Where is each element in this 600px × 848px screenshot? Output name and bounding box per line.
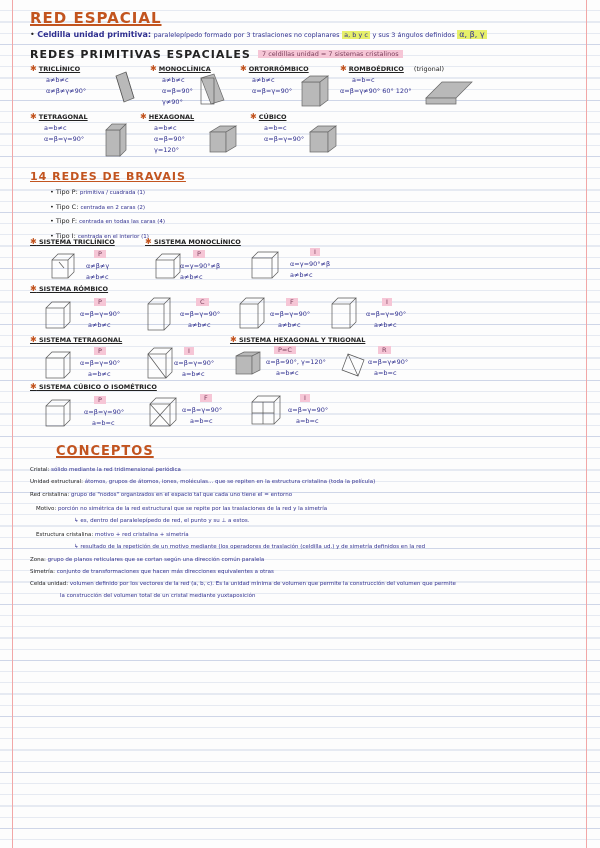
star-icon: ✱ <box>250 112 257 121</box>
bravais-tag: P <box>94 396 106 404</box>
triclinic-cell-icon <box>112 70 138 106</box>
primitive-note: 7 celdillas unidad = 7 sistemas cristalinos <box>258 50 403 58</box>
monoclinic-cell-icon <box>198 72 228 108</box>
monoclinic-i-icon <box>250 250 280 280</box>
system-name: HEXAGONAL <box>148 113 195 121</box>
bravais-tag: F <box>200 394 212 402</box>
formula-line2: a≠b≠c <box>290 271 313 279</box>
concept-def: ↳ es, dentro del paralelepípedo de red, el punto y su ⊥ a estos. <box>74 518 250 524</box>
bravais-tetragonal-heading: ✱ SISTEMA TETRAGONAL <box>30 335 123 344</box>
system-name: SISTEMA TRICLÍNICO <box>38 238 115 246</box>
concept-term: Celda unidad: <box>30 581 69 587</box>
concept-def: átomos, grupos de átomos, iones, moléculas... que se repiten en la estructura cristalina (toda la película) <box>84 479 376 485</box>
type-label: Tipo I: <box>55 231 76 240</box>
system-name: SISTEMA HEXAGONAL Y TRIGONAL <box>238 336 366 344</box>
intro-term: Celdilla unidad primitiva: <box>37 30 152 39</box>
concept-term: Red cristalina: <box>30 492 70 498</box>
concepts-heading: CONCEPTOS <box>56 444 154 459</box>
intro-bullet: • <box>30 30 35 39</box>
system-line2: α=β=90° <box>162 87 193 95</box>
bravais-tag: I <box>310 248 320 256</box>
intro-text: paralelepípedo formado por 3 traslaciones no coplanares <box>153 31 340 39</box>
star-icon: ✱ <box>150 64 157 73</box>
cubic-f-icon <box>148 396 178 428</box>
system-name: TRICLÍNICO <box>38 65 81 73</box>
concept-term: Simetría: <box>30 569 55 575</box>
rhombohedral-r-icon <box>340 352 366 378</box>
system-triclinic <box>30 64 86 95</box>
formula-line2: a=b=c <box>92 419 115 427</box>
system-tetragonal <box>30 112 88 143</box>
concept-item <box>30 467 181 473</box>
concept-item <box>74 544 425 550</box>
tetragonal-cell-icon <box>104 122 128 158</box>
concept-term: Motivo: <box>36 506 57 512</box>
type-desc: primitiva / cuadrada (1) <box>79 190 146 196</box>
formula-line2: a≠b≠c <box>188 321 211 329</box>
formula-line2: a≠b≠c <box>278 321 301 329</box>
bravais-tag: I <box>184 347 194 355</box>
formula-line1: α=β=γ=90° <box>84 408 125 416</box>
formula-line1: α=β=γ=90° <box>80 310 121 318</box>
bravais-tag: P <box>94 347 106 355</box>
formula-line1: α=β=γ=90° <box>174 359 215 367</box>
orthorhombic-f-icon <box>238 296 266 330</box>
concept-item <box>30 479 375 485</box>
concept-item <box>30 581 456 587</box>
intro-line <box>30 30 487 39</box>
system-name: MONOCLÍNICA <box>158 65 211 73</box>
system-line1: a≠b≠c <box>162 76 185 84</box>
bravais-heading: 14 REDES DE BRAVAIS <box>30 170 186 183</box>
type-item: • Tipo I: centrada en el interior (1) <box>50 231 149 240</box>
system-orthorhombic <box>240 64 309 95</box>
system-line2: α=β=90° <box>154 135 185 143</box>
system-name: TETRAGONAL <box>38 113 88 121</box>
formula-line1: α=γ=90°≠β <box>290 260 331 268</box>
system-line2: α=β=γ=90° <box>44 135 85 143</box>
type-desc: centrada en todas las caras (4) <box>79 219 166 225</box>
system-line3: γ=120° <box>154 146 179 154</box>
system-line2: α≠β≠γ≠90° <box>46 87 87 95</box>
system-name: ROMBOÉDRICO <box>348 65 404 73</box>
rhombohedral-cell-icon <box>424 76 474 106</box>
orthorhombic-cell-icon <box>300 74 330 108</box>
orthorhombic-c-icon <box>146 296 172 332</box>
formula-line1: α=β=γ=90° <box>366 310 407 318</box>
system-hexagonal <box>140 112 194 154</box>
concept-item <box>74 518 250 524</box>
formula-line2: a=b=c <box>374 369 397 377</box>
system-name: SISTEMA TETRAGONAL <box>38 336 123 344</box>
bravais-tag: P <box>193 250 205 258</box>
concept-def: grupo de planos reticulares que se cortan según una dirección común paralela <box>47 557 265 563</box>
star-icon: ✱ <box>340 64 347 73</box>
triclinic-p-icon <box>50 252 76 280</box>
system-name: SISTEMA MONOCLÍNICO <box>153 238 241 246</box>
formula-line1: α=β=γ=90° <box>182 406 223 414</box>
star-icon: ✱ <box>30 112 37 121</box>
formula-line2: a≠b≠c <box>180 273 203 281</box>
formula-line1: α=β=γ=90° <box>270 310 311 318</box>
bravais-orthorhombic-heading: ✱ SISTEMA RÓMBICO <box>30 284 109 293</box>
formula-line1: α=γ=90°≠β <box>180 262 221 270</box>
intro-angles: α, β, γ <box>459 30 485 39</box>
formula-line2: a=b≠c <box>276 369 299 377</box>
tetragonal-i-icon <box>146 346 174 380</box>
type-item: • Tipo C: centrada en 2 caras (2) <box>50 202 146 211</box>
system-line1: a=b≠c <box>154 124 177 132</box>
bravais-tag: F <box>286 298 298 306</box>
intro-vectors: a, b y c <box>344 31 368 39</box>
system-line1: a=b≠c <box>44 124 67 132</box>
system-name: CÚBICO <box>258 113 287 121</box>
type-desc: centrada en 2 caras (2) <box>80 204 146 211</box>
system-line1: a=b=c <box>352 76 375 84</box>
bravais-types <box>50 186 165 244</box>
formula-line1: α=β=γ≠90° <box>368 358 409 366</box>
type-item: • Tipo P: primitiva / cuadrada (1) <box>50 188 146 196</box>
type-item: • Tipo F: centrada en todas las caras (4) <box>50 217 166 225</box>
hexagonal-pc-icon <box>234 350 262 376</box>
orthorhombic-i-icon <box>330 296 358 330</box>
cubic-i-icon <box>250 394 282 426</box>
bravais-tag: I <box>300 394 310 402</box>
bravais-monoclinic-heading: ✱ SISTEMA MONOCLÍNICO <box>145 237 241 246</box>
concept-def: grupo de "nodos" organizados en el espacio tal que cada uno tiene el = entorno <box>70 492 293 498</box>
concept-def: porción no simétrica de la red estructural que se repite por las traslaciones de la red y la simetría <box>58 506 328 512</box>
concept-item <box>30 492 292 498</box>
formula-line2: a=b=c <box>296 417 319 425</box>
system-line2: α=β=γ=90° <box>264 135 305 143</box>
formula-line2: a≠b≠c <box>88 321 111 329</box>
type-label: Tipo F: <box>55 217 78 225</box>
formula-line2: a≠b≠c <box>374 321 397 329</box>
concept-term: Cristal: <box>30 467 50 473</box>
hexagonal-cell-icon <box>208 124 238 154</box>
formula-line2: a=b≠c <box>182 370 205 378</box>
bravais-tag: P <box>94 298 106 306</box>
system-line2: α=β=γ≠90° 60° 120° <box>340 87 412 95</box>
type-label: Tipo C: <box>55 202 79 211</box>
concept-def: motivo + red cristalina + simetría <box>95 532 189 538</box>
concept-def: ↳ resultado de la repetición de un motivo mediante (los operadores de traslación (celdilla ud.) y de simetría definidos en la red <box>74 544 426 550</box>
formula-line2: a=b≠c <box>88 370 111 378</box>
cubic-cell-icon <box>308 124 338 154</box>
system-line3: γ≠90° <box>162 98 183 106</box>
formula-line1: α=β=γ=90° <box>180 310 221 318</box>
system-line1: a≠b≠c <box>252 76 275 84</box>
bravais-triclinic-heading: ✱ SISTEMA TRICLÍNICO <box>30 237 115 246</box>
monoclinic-p-icon <box>154 252 182 280</box>
system-cubic <box>250 112 304 143</box>
cubic-p-icon <box>44 398 72 428</box>
concept-def: volumen definido por los vectores de la red (a, b, c). Es la unidad mínima de volumen que permite la construcción del volumen que permite <box>69 581 456 587</box>
bravais-tag: P <box>94 250 106 258</box>
formula-line2: a=b=c <box>190 417 213 425</box>
page-title: RED ESPACIAL <box>30 9 162 27</box>
system-name: ORTORRÓMBICO <box>248 65 309 73</box>
concept-item <box>36 532 189 538</box>
bravais-tag: P=C <box>274 346 296 354</box>
concept-term: Estructura cristalina: <box>36 532 94 538</box>
formula-line1: α≠β≠γ <box>86 262 110 270</box>
tetragonal-p-icon <box>44 350 72 380</box>
bravais-tag: I <box>382 298 392 306</box>
concept-item <box>60 593 255 599</box>
concept-term: Zona: <box>30 557 46 563</box>
bravais-cubic-heading: ✱ SISTEMA CÚBICO O ISOMÉTRICO <box>30 382 157 391</box>
concept-item <box>36 506 327 512</box>
system-extra: (trigonal) <box>413 65 445 73</box>
concept-item <box>30 569 274 575</box>
concept-def: la construcción del volumen total de un cristal mediante yuxtaposición <box>60 593 256 599</box>
orthorhombic-p-icon <box>44 300 72 330</box>
star-icon: ✱ <box>140 112 147 121</box>
primitive-heading: REDES PRIMITIVAS ESPACIALES <box>30 48 251 61</box>
system-line2: α=β=γ=90° <box>252 87 293 95</box>
concept-item <box>30 557 264 563</box>
system-name: SISTEMA RÓMBICO <box>38 285 109 293</box>
type-desc: centrada en el interior (1) <box>77 233 149 240</box>
type-label: Tipo P: <box>55 188 78 196</box>
bravais-hexagonal-heading: ✱ SISTEMA HEXAGONAL Y TRIGONAL <box>230 335 366 344</box>
system-line1: a=b=c <box>264 124 287 132</box>
system-name: SISTEMA CÚBICO O ISOMÉTRICO <box>38 383 157 391</box>
star-icon: ✱ <box>240 64 247 73</box>
formula-line1: α=β=γ=90° <box>288 406 329 414</box>
concept-def: conjunto de transformaciones que hacen más direcciones equivalentes a otras <box>56 569 274 575</box>
intro-text2: y sus 3 ángulos definidos <box>372 31 455 39</box>
concept-def: sólido mediante la red tridimensional periódica <box>51 467 181 473</box>
system-line1: a≠b≠c <box>46 76 69 84</box>
formula-line1: α=β=90°, γ=120° <box>266 358 326 366</box>
formula-line2: a≠b≠c <box>86 273 109 281</box>
bravais-tag: C <box>196 298 209 306</box>
bravais-tag: R <box>378 346 391 354</box>
formula-line1: α=β=γ=90° <box>80 359 121 367</box>
star-icon: ✱ <box>30 64 37 73</box>
concept-term: Unidad estructural: <box>30 479 83 485</box>
